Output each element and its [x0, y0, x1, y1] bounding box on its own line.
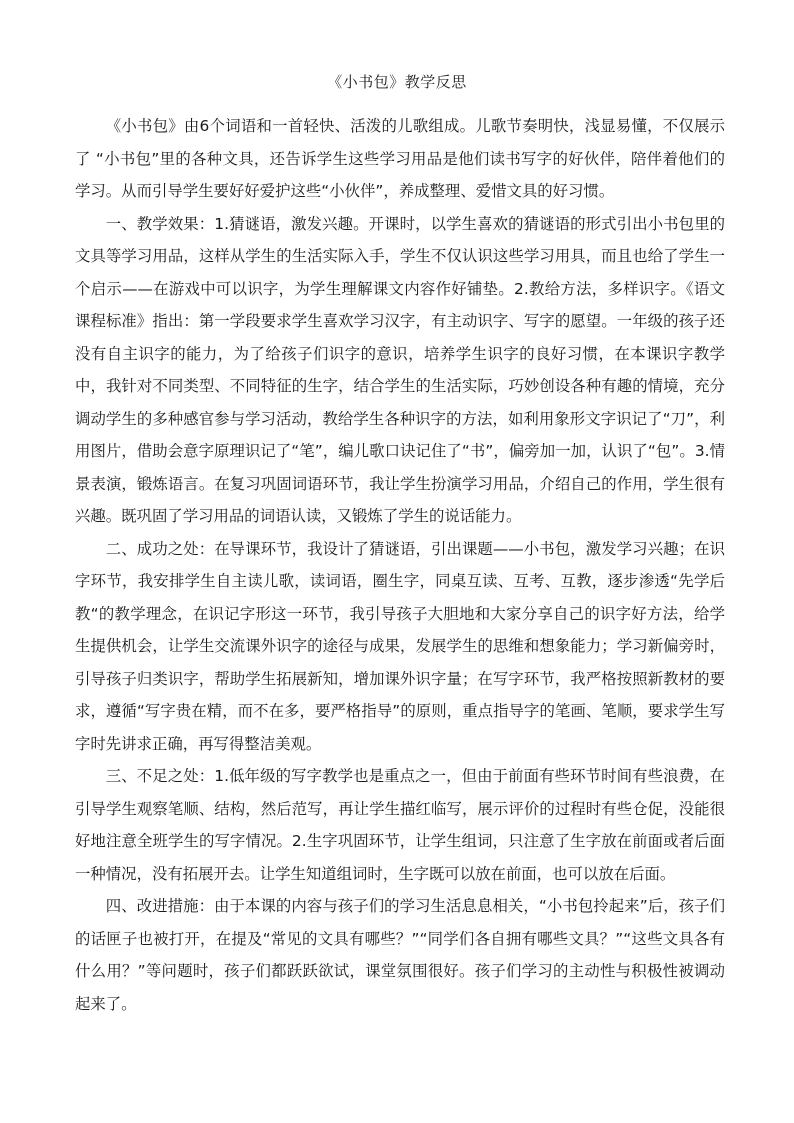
- shortcomings-paragraph: 三、不足之处：1.低年级的写字教学也是重点之一，但由于前面有些环节时间有些浪费，在引导学生观察笔顺、结构，然后范写，再让学生描红临写，展示评价的过程时有些仓促，没能很好地注意全班学生的写字情况。2.生字巩固环节，让学生组词，只注意了生字放在前面或者后面一种情况，没有拓展开去。让学生知道组词时，生字既可以放在前面，也可以放在后面。: [75, 767, 725, 883]
- page-title: 《小书包》教学反思: [327, 73, 467, 91]
- teaching-effects-paragraph: 一、教学效果：1.猜谜语，激发兴趣。开课时，以学生喜欢的猜谜语的形式引出小书包里的文具等学习用品，这样从学生的生活实际入手，学生不仅认识这些学习用具，而且也给了学生一个启示——在游戏中可以识字，为学生理解课文内容作好铺垫。2.教给方法，多样识字。《语文课程标准》指出：第一学段要求学生喜欢学习汉字，有主动识字、写字的愿望。一年级的孩子还没有自主识字的能力，为了给孩子们识字的意识，培养学生识字的良好习惯，在本课识字教学中，我针对不同类型、不同特征的生字，结合学生的生活实际，巧妙创设各种有趣的情境，充分调动学生的多种感官参与学习活动，教给学生各种识字的方法，如利用象形文字识记了“刀”，利用图片，借助会意字原理识记了“笔”，编儿歌口诀记住了“书”，偏旁加一加，认识了“包”。3.情景表演，锻炼语言。在复习巩固词语环节，我让学生扮演学习用品，介绍自己的作用，学生很有兴趣。既巩固了学习用品的词语认读，又锻炼了学生的说话能力。: [75, 214, 725, 525]
- improvements-paragraph: 四、改进措施：由于本课的内容与孩子们的学习生活息息相关，“小书包拎起来”后，孩子们的话匣子也被打开，在提及“常见的文具有哪些？”“同学们各自拥有哪些文具？”“这些文具各有什么用？”等问题时，孩子们都跃跃欲试，课堂氛围很好。孩子们学习的主动性与积极性被调动起来了。: [75, 897, 725, 1013]
- intro-paragraph: 《小书包》由6个词语和一首轻快、活泼的儿歌组成。儿歌节奏明快，浅显易懂，不仅展示了 “小书包”里的各种文具，还告诉学生这些学习用品是他们读书写字的好伙伴，陪伴着他们的学习。从而引导学生要好好爱护这些“小伙伴”，养成整理、爱惜文具的好习惯。: [75, 117, 725, 200]
- successes-paragraph: 二、成功之处：在导课环节，我设计了猜谜语，引出课题——小书包，激发学习兴趣；在识字环节，我安排学生自主读儿歌，读词语，圈生字，同桌互读、互考、互教，逐步渗透“先学后教“的教学理念，在识记字形这一环节，我引导孩子大胆地和大家分享自己的识字好方法，给学生提供机会，让学生交流课外识字的途径与成果，发展学生的思维和想象能力；学习新偏旁时，引导孩子归类识字，帮助学生拓展新知，增加课外识字量；在写字环节，我严格按照新教材的要求，遵循“写字贵在精，而不在多，要严格指导”的原则，重点指导字的笔画、笔顺，要求学生写字时先讲求正确，再写得整洁美观。: [75, 539, 725, 753]
- document-body: [75, 110, 725, 1020]
